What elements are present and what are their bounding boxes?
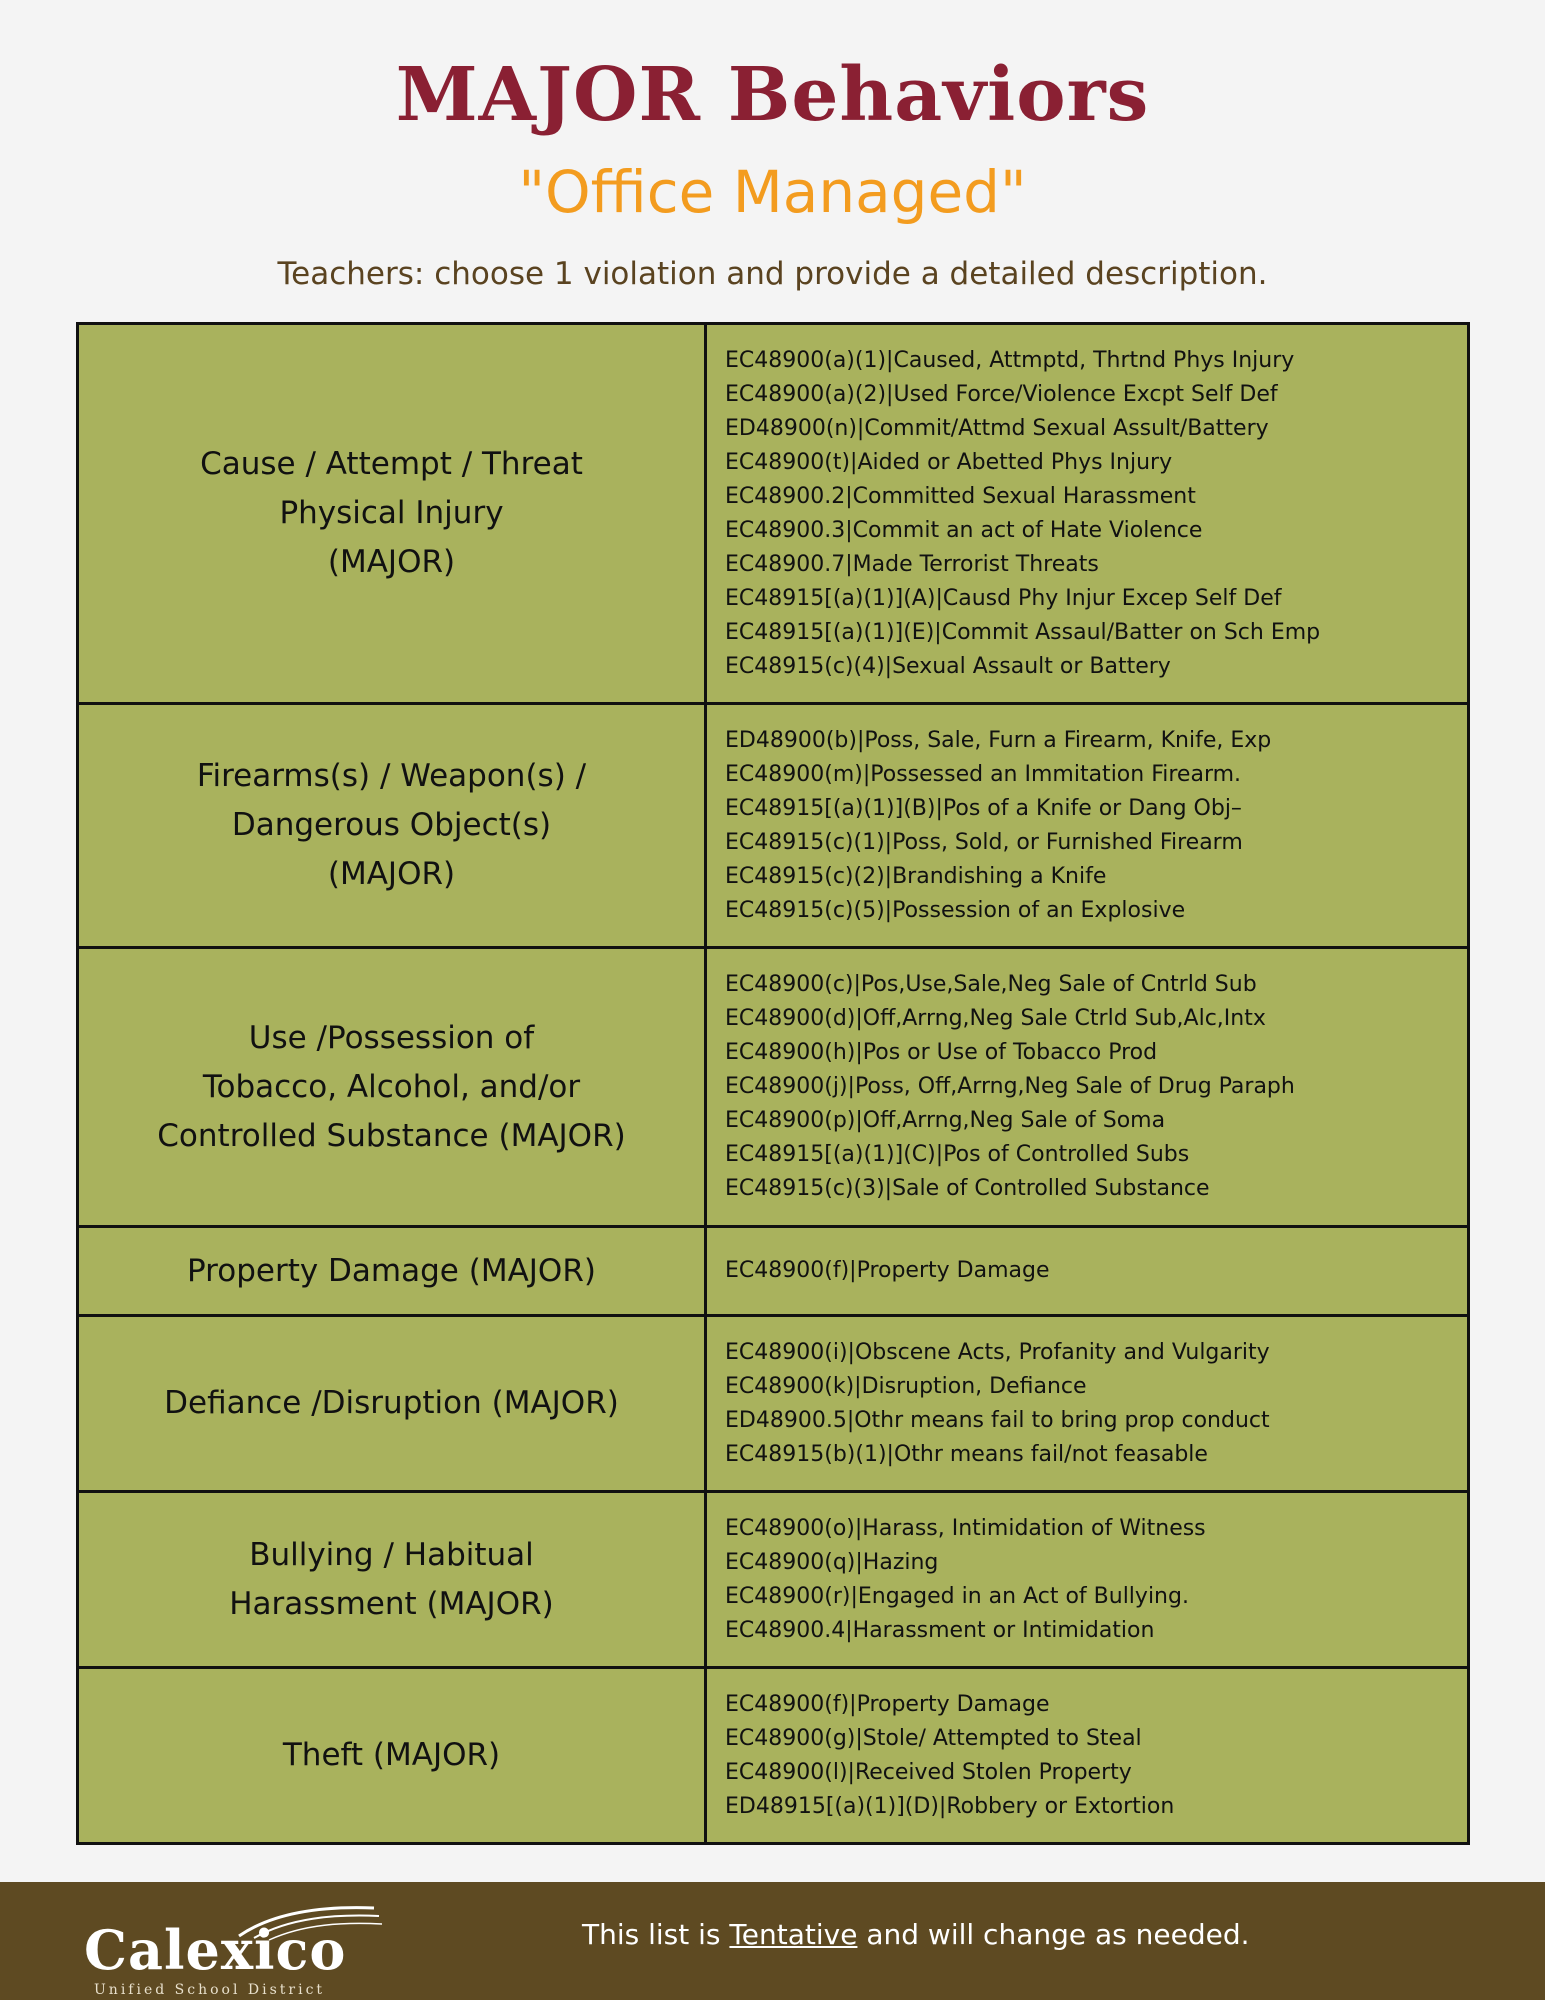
category-cell: Property Damage (MAJOR) [79,1228,707,1314]
table-row [79,1317,1467,1493]
code-item: EC48900(f)|Property Damage [725,1691,1050,1717]
code-item: EC48915(c)(2)|Brandishing a Knife [725,863,1107,889]
code-item: EC48900(f)|Property Damage [725,1258,1050,1283]
footer-note-suffix: and will change as needed. [857,1918,1250,1951]
category-cell: Firearms(s) / Weapon(s) / Dangerous Object(s) (MAJOR) [79,705,707,946]
code-item: ED48900(b)|Poss, Sale, Furn a Firearm, Knife, Exp [725,727,1272,753]
category-cell: Use /Possession of Tobacco, Alcohol, and/or Controlled Substance (MAJOR) [79,949,707,1225]
code-item: EC48915(c)(5)|Possession of an Explosive [725,897,1186,923]
codes-cell [707,705,1467,946]
code-item: EC48900(i)|Obscene Acts, Profanity and Vulgarity [725,1339,1270,1365]
footer-note [582,1918,1250,1951]
codes-cell [707,1317,1467,1490]
code-item: EC48900(o)|Harass, Intimidation of Witness [725,1515,1206,1541]
table-row [79,949,1467,1228]
code-item: EC48900(k)|Disruption, Defiance [725,1373,1087,1399]
table-row [79,1228,1467,1317]
code-item: EC48900.2|Committed Sexual Harassment [725,483,1196,509]
code-item: EC48900(a)(2)|Used Force/Violence Excpt Self Def [725,381,1278,407]
code-item: EC48900(h)|Pos or Use of Tobacco Prod [725,1040,1158,1065]
page-subtitle: "Office Managed" [518,158,1027,226]
code-item: EC48900(m)|Possessed an Immitation Firearm. [725,761,1242,787]
code-item: EC48900.3|Commit an act of Hate Violence [725,517,1203,543]
code-item: EC48915(b)(1)|Othr means fail/not feasable [725,1441,1208,1467]
codes-cell [707,325,1467,702]
code-item: EC48900(t)|Aided or Abetted Phys Injury [725,449,1173,475]
table-row [79,1669,1467,1842]
code-item: ED48900.5|Othr means fail to bring prop conduct [725,1407,1270,1433]
code-item: EC48900(d)|Off,Arrng,Neg Sale Ctrld Sub,Alc,Intx [725,1006,1266,1031]
logo-text: Calexico [84,1918,347,1982]
code-item: EC48900(q)|Hazing [725,1549,939,1575]
category-cell: Cause / Attempt / Threat Physical Injury (MAJOR) [79,325,707,702]
code-item: EC48915[(a)(1)](E)|Commit Assaul/Batter on Sch Emp [725,619,1321,645]
table-row [79,1493,1467,1669]
table-row [79,325,1467,705]
codes-cell [707,949,1467,1225]
code-item: EC48915[(a)(1)](B)|Pos of a Knife or Dang Obj– [725,795,1242,821]
code-item: EC48915[(a)(1)](C)|Pos of Controlled Subs [725,1142,1190,1167]
page-title: MAJOR Behaviors [395,52,1150,138]
code-item: EC48900.7|Made Terrorist Threats [725,551,1099,577]
codes-cell [707,1228,1467,1314]
code-item: EC48900(g)|Stole/ Attempted to Steal [725,1725,1142,1751]
code-item: EC48915[(a)(1)](A)|Causd Phy Injur Excep Self Def [725,585,1282,611]
category-cell: Bullying / Habitual Harassment (MAJOR) [79,1493,707,1666]
category-cell: Theft (MAJOR) [79,1669,707,1842]
category-cell: Defiance /Disruption (MAJOR) [79,1317,707,1490]
code-item: EC48900(a)(1)|Caused, Attmptd, Thrtnd Phys Injury [725,347,1295,373]
instructions-text: Teachers: choose 1 violation and provide a detailed description. [277,256,1268,292]
code-item: EC48915(c)(4)|Sexual Assault or Battery [725,653,1171,679]
table-row [79,705,1467,949]
code-item: EC48900(j)|Poss, Off,Arrng,Neg Sale of Drug Paraph [725,1074,1295,1099]
code-item: EC48900(r)|Engaged in an Act of Bullying. [725,1583,1189,1609]
district-logo [84,1902,404,1998]
footer-bar [0,1882,1545,2000]
footer-note-underlined: Tentative [729,1918,858,1951]
logo-subtext: Unified School District [94,1982,326,1998]
code-item: ED48915[(a)(1)](D)|Robbery or Extortion [725,1793,1175,1819]
code-item: EC48900.4|Harassment or Intimidation [725,1617,1155,1643]
codes-cell [707,1493,1467,1666]
code-item: ED48900(n)|Commit/Attmd Sexual Assult/Battery [725,415,1269,441]
codes-cell [707,1669,1467,1842]
code-item: EC48915(c)(1)|Poss, Sold, or Furnished Firearm [725,829,1243,855]
behaviors-table [76,322,1470,1845]
footer-note-prefix: This list is [582,1918,730,1951]
code-item: EC48900(p)|Off,Arrng,Neg Sale of Soma [725,1108,1166,1133]
code-item: EC48900(c)|Pos,Use,Sale,Neg Sale of Cntrld Sub [725,972,1257,997]
code-item: EC48915(c)(3)|Sale of Controlled Substance [725,1176,1210,1201]
code-item: EC48900(l)|Received Stolen Property [725,1759,1132,1785]
